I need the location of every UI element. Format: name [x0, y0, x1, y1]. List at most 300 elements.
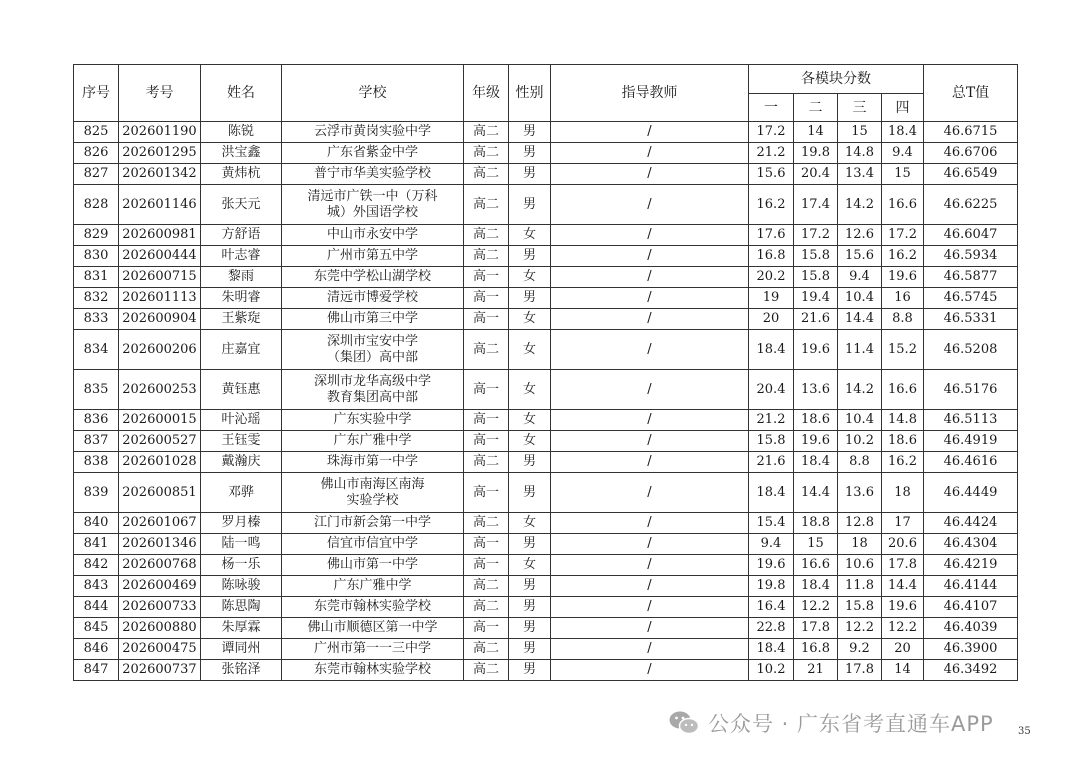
cell-module-2: 19.6: [794, 431, 838, 452]
cell-grade: 高一: [464, 267, 509, 288]
table-row: [74, 597, 1018, 618]
cell-gender: 男: [509, 639, 551, 660]
cell-grade: 高二: [464, 597, 509, 618]
school-line: 广州市第一一三中学: [313, 641, 431, 656]
cell-module-3: 14.2: [838, 370, 882, 410]
cell-name: 陈锐: [201, 122, 282, 143]
table-row: [74, 330, 1018, 370]
cell-name: 叶沁瑶: [201, 410, 282, 431]
cell-gender: 女: [509, 410, 551, 431]
cell-teacher: /: [551, 660, 749, 681]
cell-module-3: 14.2: [838, 185, 882, 225]
cell-teacher: /: [551, 330, 749, 370]
cell-module-1: 19: [749, 288, 794, 309]
cell-teacher: /: [551, 143, 749, 164]
cell-name: 杨一乐: [201, 555, 282, 576]
cell-total: 46.5113: [924, 410, 1018, 431]
cell-module-4: 16.6: [882, 185, 924, 225]
cell-gender: 女: [509, 267, 551, 288]
cell-module-3: 12.2: [838, 618, 882, 639]
cell-name: 黄炜杭: [201, 164, 282, 185]
cell-name: 陆一鸣: [201, 534, 282, 555]
cell-seq: 827: [74, 164, 119, 185]
cell-module-1: 10.2: [749, 660, 794, 681]
cell-module-3: 11.4: [838, 330, 882, 370]
cell-module-3: 10.4: [838, 410, 882, 431]
header-module-4: 四: [882, 94, 924, 122]
cell-teacher: /: [551, 267, 749, 288]
table-row: [74, 452, 1018, 473]
cell-teacher: /: [551, 410, 749, 431]
cell-grade: 高二: [464, 185, 509, 225]
cell-gender: 男: [509, 122, 551, 143]
cell-module-1: 19.8: [749, 576, 794, 597]
cell-exam-no: 202600444: [119, 246, 201, 267]
cell-module-2: 18.8: [794, 513, 838, 534]
cell-gender: 男: [509, 185, 551, 225]
cell-seq: 836: [74, 410, 119, 431]
header-teacher: 指导教师: [551, 65, 749, 122]
cell-seq: 840: [74, 513, 119, 534]
table-row: [74, 576, 1018, 597]
cell-grade: 高二: [464, 639, 509, 660]
cell-school: [282, 267, 464, 288]
cell-module-3: 14.4: [838, 309, 882, 330]
cell-module-3: 12.6: [838, 225, 882, 246]
cell-module-1: 18.4: [749, 473, 794, 513]
cell-module-4: 20: [882, 639, 924, 660]
cell-exam-no: 202601113: [119, 288, 201, 309]
cell-total: 46.5208: [924, 330, 1018, 370]
school-line: 佛山市第一中学: [326, 557, 418, 572]
cell-total: 46.4304: [924, 534, 1018, 555]
cell-module-3: 18: [838, 534, 882, 555]
cell-seq: 834: [74, 330, 119, 370]
cell-module-2: 16.6: [794, 555, 838, 576]
cell-module-4: 8.8: [882, 309, 924, 330]
cell-school: [282, 555, 464, 576]
cell-name: 罗月榛: [201, 513, 282, 534]
cell-exam-no: 202601346: [119, 534, 201, 555]
table-row: [74, 288, 1018, 309]
cell-total: 46.5934: [924, 246, 1018, 267]
cell-seq: 838: [74, 452, 119, 473]
table-row: [74, 431, 1018, 452]
school-line: 广州市第五中学: [326, 248, 418, 263]
header-module-2: 二: [794, 94, 838, 122]
table-header: [74, 65, 1018, 122]
cell-teacher: /: [551, 225, 749, 246]
cell-module-2: 14: [794, 122, 838, 143]
table-row: [74, 534, 1018, 555]
cell-name: 王钰雯: [201, 431, 282, 452]
results-sheet: [73, 64, 1017, 681]
cell-module-4: 15.2: [882, 330, 924, 370]
watermark-text: 公众号 · 广东省考直通车APP: [708, 712, 994, 736]
cell-module-4: 17.8: [882, 555, 924, 576]
cell-teacher: /: [551, 555, 749, 576]
cell-teacher: /: [551, 618, 749, 639]
cell-name: 陈咏骏: [201, 576, 282, 597]
cell-exam-no: 202600851: [119, 473, 201, 513]
cell-gender: 男: [509, 246, 551, 267]
cell-module-4: 20.6: [882, 534, 924, 555]
cell-seq: 826: [74, 143, 119, 164]
school-line: 珠海市第一中学: [326, 454, 418, 469]
cell-seq: 847: [74, 660, 119, 681]
wechat-icon: [668, 709, 700, 737]
cell-teacher: /: [551, 597, 749, 618]
school-line: 广东广雅中学: [333, 433, 412, 448]
page-number: 35: [1018, 726, 1031, 737]
cell-module-1: 16.2: [749, 185, 794, 225]
cell-module-4: 14: [882, 660, 924, 681]
cell-grade: 高二: [464, 246, 509, 267]
table-row: [74, 267, 1018, 288]
cell-teacher: /: [551, 246, 749, 267]
table-body: [74, 122, 1018, 681]
cell-total: 46.4144: [924, 576, 1018, 597]
table-row: [74, 513, 1018, 534]
school-line: 佛山市第三中学: [326, 311, 418, 326]
school-line: 清远市博爱学校: [326, 290, 418, 305]
cell-gender: 女: [509, 370, 551, 410]
cell-module-4: 16: [882, 288, 924, 309]
cell-module-1: 16.4: [749, 597, 794, 618]
cell-seq: 837: [74, 431, 119, 452]
school-line: 广东省紫金中学: [326, 145, 418, 160]
cell-module-4: 18.4: [882, 122, 924, 143]
cell-grade: 高一: [464, 473, 509, 513]
cell-school: [282, 576, 464, 597]
cell-module-4: 15: [882, 164, 924, 185]
cell-module-2: 15.8: [794, 246, 838, 267]
cell-module-2: 18.6: [794, 410, 838, 431]
cell-module-4: 9.4: [882, 143, 924, 164]
cell-exam-no: 202600527: [119, 431, 201, 452]
cell-school: [282, 370, 464, 410]
cell-gender: 女: [509, 309, 551, 330]
school-line: 实验学校: [346, 492, 399, 508]
cell-total: 46.5877: [924, 267, 1018, 288]
cell-total: 46.4039: [924, 618, 1018, 639]
cell-teacher: /: [551, 452, 749, 473]
cell-module-2: 21: [794, 660, 838, 681]
school-line: 城）外国语学校: [326, 204, 418, 220]
cell-module-1: 20.2: [749, 267, 794, 288]
cell-teacher: /: [551, 288, 749, 309]
cell-seq: 845: [74, 618, 119, 639]
cell-name: 陈思陶: [201, 597, 282, 618]
cell-teacher: /: [551, 534, 749, 555]
cell-gender: 女: [509, 555, 551, 576]
cell-exam-no: 202600015: [119, 410, 201, 431]
table-row: [74, 309, 1018, 330]
cell-school: [282, 473, 464, 513]
cell-module-1: 17.2: [749, 122, 794, 143]
cell-module-2: 16.8: [794, 639, 838, 660]
cell-module-3: 13.6: [838, 473, 882, 513]
cell-name: 戴瀚庆: [201, 452, 282, 473]
header-name: 姓名: [201, 65, 282, 122]
cell-grade: 高二: [464, 660, 509, 681]
cell-total: 46.6549: [924, 164, 1018, 185]
cell-name: 朱明睿: [201, 288, 282, 309]
cell-teacher: /: [551, 431, 749, 452]
cell-module-3: 8.8: [838, 452, 882, 473]
cell-gender: 男: [509, 452, 551, 473]
school-line: 信宜市信宜中学: [326, 536, 418, 551]
cell-module-3: 13.4: [838, 164, 882, 185]
cell-module-4: 16.2: [882, 452, 924, 473]
cell-gender: 男: [509, 660, 551, 681]
cell-module-1: 20: [749, 309, 794, 330]
cell-exam-no: 202600469: [119, 576, 201, 597]
cell-module-3: 10.4: [838, 288, 882, 309]
cell-module-4: 12.2: [882, 618, 924, 639]
cell-gender: 女: [509, 431, 551, 452]
cell-grade: 高二: [464, 452, 509, 473]
cell-module-2: 12.2: [794, 597, 838, 618]
table-row: [74, 555, 1018, 576]
school-line: 江门市新会第一中学: [313, 515, 431, 530]
cell-school: [282, 225, 464, 246]
school-line: 东莞市翰林实验学校: [313, 662, 431, 677]
school-line: 中山市永安中学: [326, 227, 418, 242]
cell-seq: 829: [74, 225, 119, 246]
cell-school: [282, 246, 464, 267]
cell-module-3: 11.8: [838, 576, 882, 597]
cell-gender: 男: [509, 164, 551, 185]
cell-module-1: 21.2: [749, 410, 794, 431]
cell-module-2: 15.8: [794, 267, 838, 288]
cell-exam-no: 202601342: [119, 164, 201, 185]
header-grade: 年级: [464, 65, 509, 122]
cell-grade: 高一: [464, 309, 509, 330]
cell-gender: 女: [509, 225, 551, 246]
cell-total: 46.4449: [924, 473, 1018, 513]
cell-name: 黄钰惠: [201, 370, 282, 410]
cell-school: [282, 431, 464, 452]
cell-seq: 842: [74, 555, 119, 576]
cell-module-2: 17.4: [794, 185, 838, 225]
cell-total: 46.3900: [924, 639, 1018, 660]
cell-module-2: 17.8: [794, 618, 838, 639]
table-row: [74, 122, 1018, 143]
cell-name: 王紫琁: [201, 309, 282, 330]
cell-gender: 男: [509, 143, 551, 164]
cell-module-4: 14.4: [882, 576, 924, 597]
header-gender: 性别: [509, 65, 551, 122]
cell-grade: 高二: [464, 122, 509, 143]
cell-teacher: /: [551, 513, 749, 534]
cell-module-3: 17.8: [838, 660, 882, 681]
cell-module-4: 14.8: [882, 410, 924, 431]
table-row: [74, 370, 1018, 410]
cell-exam-no: 202600768: [119, 555, 201, 576]
cell-total: 46.5331: [924, 309, 1018, 330]
school-line: 清远市广铁一中（万科: [307, 188, 438, 204]
cell-school: [282, 288, 464, 309]
cell-gender: 女: [509, 330, 551, 370]
cell-module-1: 21.2: [749, 143, 794, 164]
cell-grade: 高二: [464, 143, 509, 164]
cell-seq: 839: [74, 473, 119, 513]
cell-school: [282, 143, 464, 164]
cell-teacher: /: [551, 576, 749, 597]
cell-module-3: 9.4: [838, 267, 882, 288]
cell-seq: 843: [74, 576, 119, 597]
cell-module-1: 18.4: [749, 639, 794, 660]
cell-module-1: 9.4: [749, 534, 794, 555]
cell-module-1: 15.8: [749, 431, 794, 452]
cell-exam-no: 202600981: [119, 225, 201, 246]
cell-teacher: /: [551, 473, 749, 513]
cell-exam-no: 202600904: [119, 309, 201, 330]
cell-module-1: 21.6: [749, 452, 794, 473]
cell-exam-no: 202600475: [119, 639, 201, 660]
table-row: [74, 164, 1018, 185]
cell-name: 张铭泽: [201, 660, 282, 681]
cell-total: 46.6706: [924, 143, 1018, 164]
cell-module-1: 19.6: [749, 555, 794, 576]
cell-exam-no: 202600253: [119, 370, 201, 410]
cell-grade: 高一: [464, 431, 509, 452]
cell-grade: 高一: [464, 370, 509, 410]
cell-name: 庄嘉宜: [201, 330, 282, 370]
cell-seq: 835: [74, 370, 119, 410]
cell-exam-no: 202600880: [119, 618, 201, 639]
cell-name: 张天元: [201, 185, 282, 225]
cell-module-2: 13.6: [794, 370, 838, 410]
header-school: 学校: [282, 65, 464, 122]
cell-module-3: 10.6: [838, 555, 882, 576]
cell-module-3: 10.2: [838, 431, 882, 452]
cell-name: 谭同州: [201, 639, 282, 660]
cell-total: 46.5176: [924, 370, 1018, 410]
cell-gender: 男: [509, 473, 551, 513]
cell-name: 方舒语: [201, 225, 282, 246]
cell-school: [282, 618, 464, 639]
cell-school: [282, 309, 464, 330]
table-row: [74, 225, 1018, 246]
school-line: 普宁市华美实验学校: [313, 166, 431, 181]
cell-module-2: 21.6: [794, 309, 838, 330]
cell-module-2: 19.6: [794, 330, 838, 370]
cell-total: 46.4219: [924, 555, 1018, 576]
cell-module-1: 22.8: [749, 618, 794, 639]
cell-module-3: 12.8: [838, 513, 882, 534]
cell-name: 邓骅: [201, 473, 282, 513]
cell-module-1: 16.8: [749, 246, 794, 267]
cell-school: [282, 164, 464, 185]
school-line: 东莞市翰林实验学校: [313, 599, 431, 614]
cell-total: 46.4424: [924, 513, 1018, 534]
school-line: 佛山市南海区南海: [320, 476, 425, 492]
cell-school: [282, 597, 464, 618]
cell-module-2: 19.8: [794, 143, 838, 164]
school-line: 佛山市顺德区第一中学: [307, 620, 438, 635]
cell-total: 46.6715: [924, 122, 1018, 143]
cell-school: [282, 660, 464, 681]
cell-module-4: 17: [882, 513, 924, 534]
cell-seq: 846: [74, 639, 119, 660]
cell-grade: 高二: [464, 513, 509, 534]
school-line: 云浮市黄岗实验中学: [313, 124, 431, 139]
header-seq: 序号: [74, 65, 119, 122]
cell-exam-no: 202601146: [119, 185, 201, 225]
cell-teacher: /: [551, 164, 749, 185]
cell-grade: 高二: [464, 330, 509, 370]
table-row: [74, 473, 1018, 513]
cell-module-2: 18.4: [794, 576, 838, 597]
cell-exam-no: 202601295: [119, 143, 201, 164]
cell-module-1: 17.6: [749, 225, 794, 246]
cell-module-4: 16.2: [882, 246, 924, 267]
cell-total: 46.6047: [924, 225, 1018, 246]
cell-module-3: 9.2: [838, 639, 882, 660]
cell-seq: 831: [74, 267, 119, 288]
cell-grade: 高二: [464, 225, 509, 246]
cell-exam-no: 202601190: [119, 122, 201, 143]
header-module-1: 一: [749, 94, 794, 122]
cell-school: [282, 122, 464, 143]
cell-module-1: 18.4: [749, 330, 794, 370]
cell-total: 46.4919: [924, 431, 1018, 452]
cell-exam-no: 202600715: [119, 267, 201, 288]
cell-grade: 高一: [464, 555, 509, 576]
cell-seq: 825: [74, 122, 119, 143]
table-row: [74, 410, 1018, 431]
cell-module-4: 18.6: [882, 431, 924, 452]
cell-teacher: /: [551, 309, 749, 330]
school-line: 广东广雅中学: [333, 578, 412, 593]
cell-grade: 高二: [464, 576, 509, 597]
header-total: 总T值: [924, 65, 1018, 122]
table-row: [74, 246, 1018, 267]
cell-module-2: 19.4: [794, 288, 838, 309]
cell-grade: 高一: [464, 534, 509, 555]
school-line: 东莞中学松山湖学校: [313, 269, 431, 284]
cell-gender: 男: [509, 618, 551, 639]
cell-school: [282, 452, 464, 473]
header-module-3: 三: [838, 94, 882, 122]
cell-seq: 828: [74, 185, 119, 225]
cell-total: 46.4107: [924, 597, 1018, 618]
cell-gender: 男: [509, 288, 551, 309]
cell-module-2: 18.4: [794, 452, 838, 473]
cell-seq: 833: [74, 309, 119, 330]
cell-module-2: 14.4: [794, 473, 838, 513]
cell-module-4: 18: [882, 473, 924, 513]
cell-school: [282, 513, 464, 534]
cell-teacher: /: [551, 185, 749, 225]
cell-exam-no: 202600206: [119, 330, 201, 370]
school-line: 深圳市宝安中学: [326, 333, 418, 349]
cell-total: 46.5745: [924, 288, 1018, 309]
cell-teacher: /: [551, 122, 749, 143]
cell-name: 黎雨: [201, 267, 282, 288]
school-line: 深圳市龙华高级中学: [313, 373, 431, 389]
school-line: 广东实验中学: [333, 412, 412, 427]
cell-gender: 女: [509, 513, 551, 534]
cell-gender: 男: [509, 597, 551, 618]
cell-module-3: 15: [838, 122, 882, 143]
cell-module-3: 15.6: [838, 246, 882, 267]
cell-module-2: 17.2: [794, 225, 838, 246]
cell-grade: 高二: [464, 164, 509, 185]
cell-exam-no: 202601028: [119, 452, 201, 473]
